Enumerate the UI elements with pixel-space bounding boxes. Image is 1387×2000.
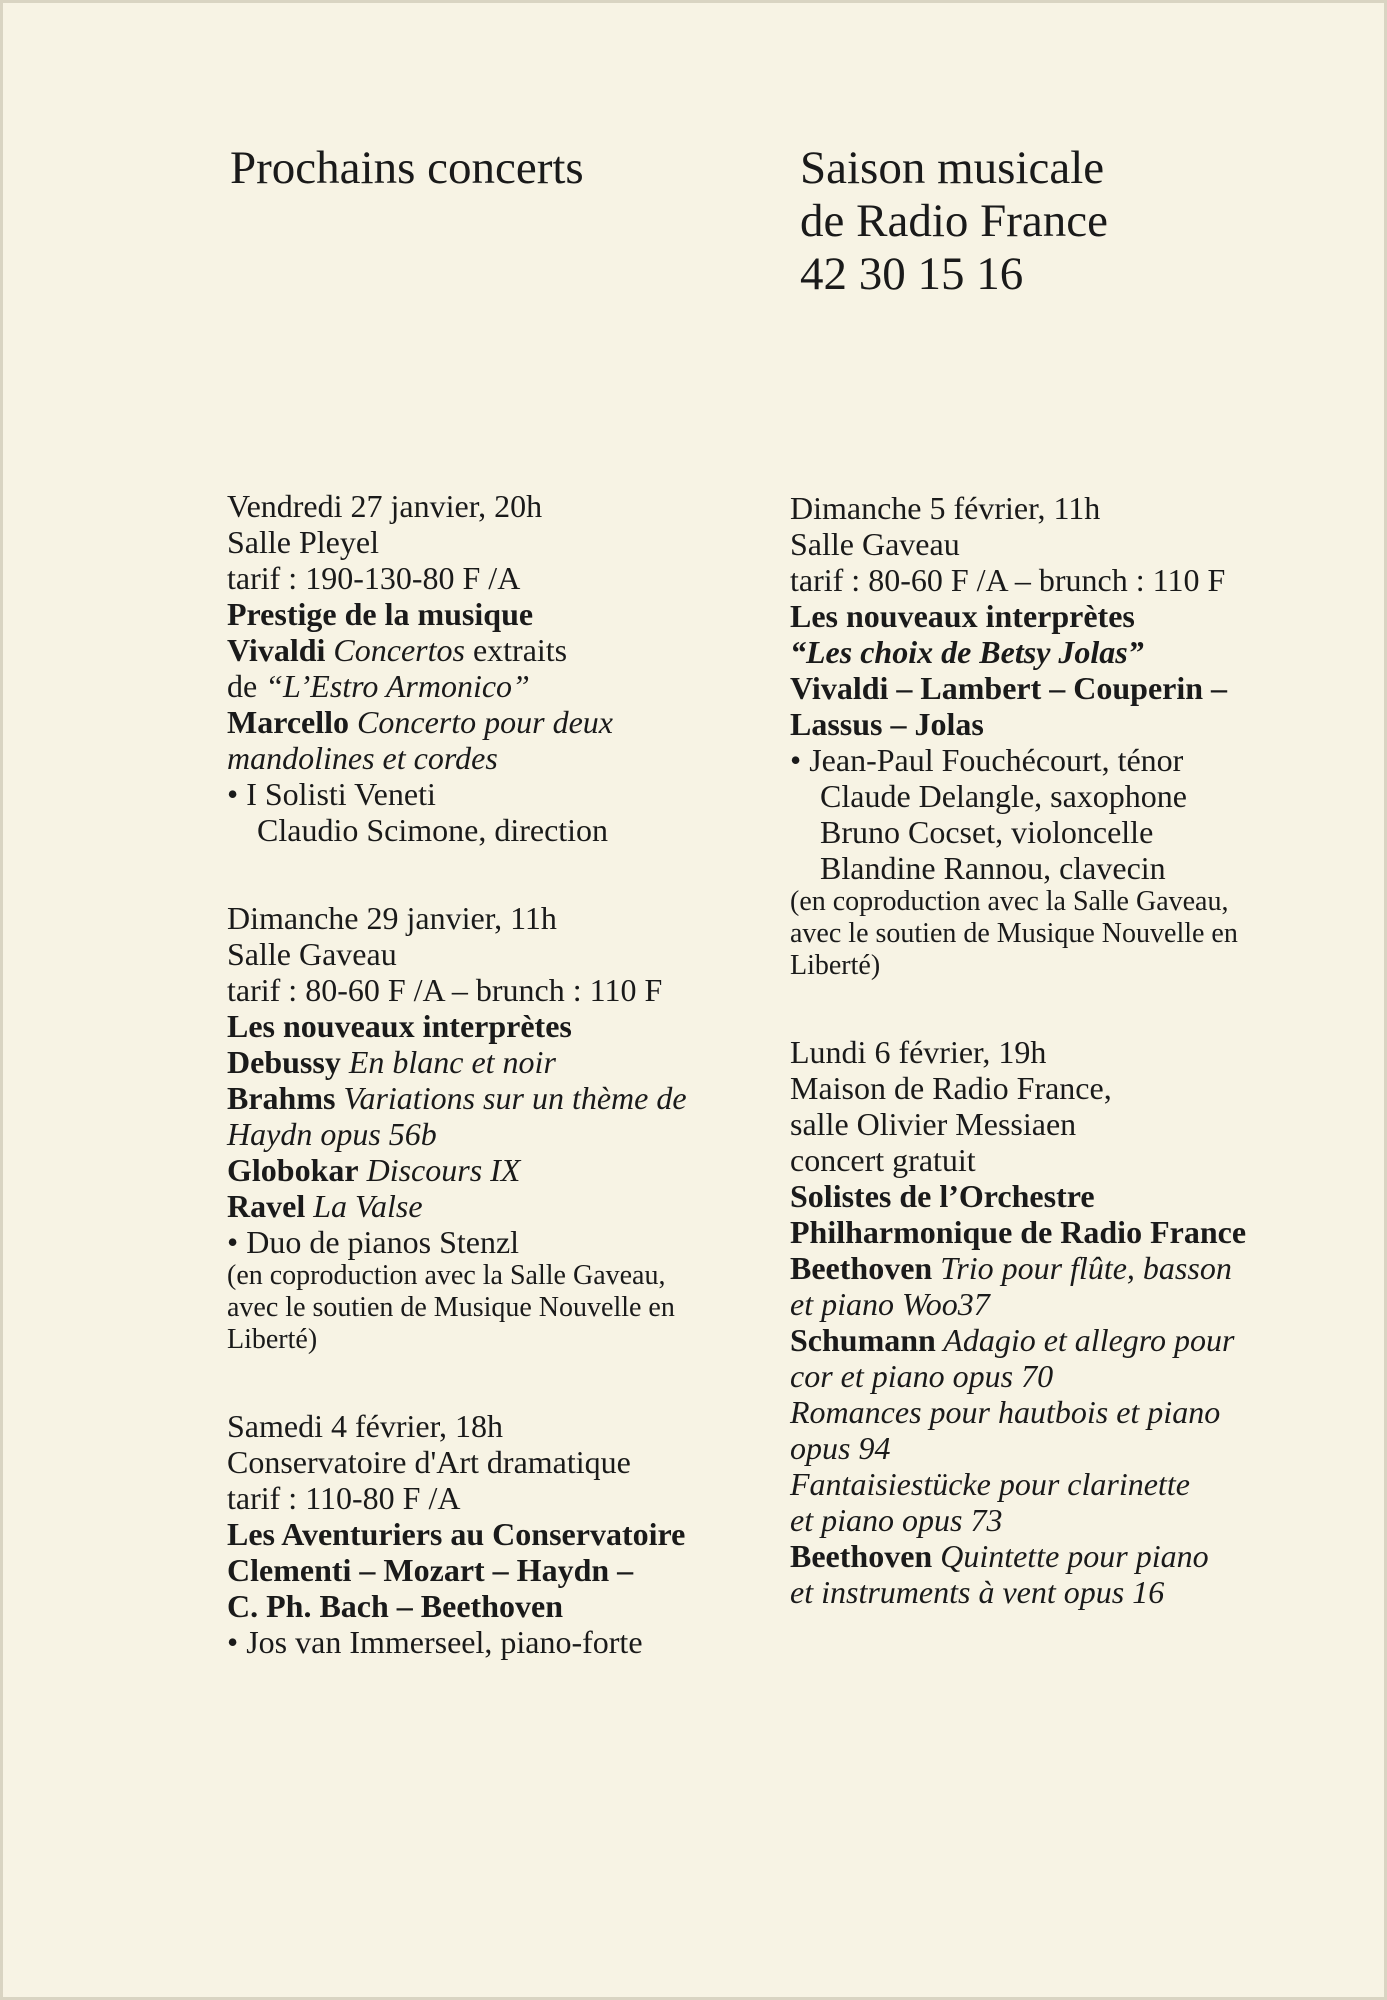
concert-line: Lundi 6 février, 19h [790, 1034, 1047, 1070]
concert-entry [790, 490, 1350, 982]
right-column [790, 490, 1350, 1662]
heading-line: Saison musicale [800, 142, 1105, 194]
concert-line [227, 1080, 787, 1116]
concert-line: “Les choix de Betsy Jolas” [790, 634, 1144, 670]
left-column [227, 488, 787, 1712]
concert-line: Philharmonique de Radio France [790, 1214, 1247, 1250]
concert-line: Les Aventuriers au Conservatoire [227, 1516, 686, 1552]
concert-line: Haydn opus 56b [227, 1116, 437, 1152]
concert-line: Solistes de l’Orchestre [790, 1178, 1095, 1214]
concert-line: Blandine Rannou, clavecin [820, 850, 1166, 886]
concert-entry [227, 900, 787, 1356]
concert-text: La Valse [305, 1188, 423, 1224]
heading-prochains-concerts: Prochains concerts [230, 142, 584, 194]
concert-line: et piano Woo37 [790, 1286, 990, 1322]
concert-line: tarif : 110-80 F /A [227, 1480, 461, 1516]
concert-line: (en coproduction avec la Salle Gaveau, [790, 886, 1229, 917]
concert-text: Variations sur un thème de [335, 1080, 687, 1116]
concert-line [227, 1152, 787, 1188]
concert-line: • Jos van Immerseel, piano-forte [227, 1624, 643, 1660]
concert-line: Liberté) [790, 950, 881, 981]
concert-line: avec le soutien de Musique Nouvelle en [790, 918, 1238, 949]
concert-line: Claudio Scimone, direction [257, 812, 609, 848]
concert-line: Romances pour hautbois et piano [790, 1394, 1221, 1430]
concert-line: Vendredi 27 janvier, 20h [227, 488, 543, 524]
concert-line: opus 94 [790, 1430, 891, 1466]
concert-line: C. Ph. Bach – Beethoven [227, 1588, 563, 1624]
concert-text: de [227, 668, 266, 704]
concert-line: et piano opus 73 [790, 1502, 1003, 1538]
concert-line [227, 704, 787, 740]
concert-text: Globokar [227, 1152, 359, 1188]
heading-line: de Radio France [800, 195, 1109, 247]
concert-line: Fantaisiestücke pour clarinette [790, 1466, 1190, 1502]
concert-line [227, 632, 787, 668]
concert-line: Prestige de la musique [227, 596, 534, 632]
concert-line: • Jean-Paul Fouchécourt, ténor [790, 742, 1184, 778]
concert-entry [227, 488, 787, 848]
concert-line: Bruno Cocset, violoncelle [820, 814, 1154, 850]
concert-text: Ravel [227, 1188, 306, 1224]
concert-line: avec le soutien de Musique Nouvelle en [227, 1292, 675, 1323]
concert-text: Beethoven [790, 1250, 933, 1286]
concert-line: Samedi 4 février, 18h [227, 1408, 503, 1444]
concert-text: “L’Estro Armonico” [265, 668, 530, 704]
concert-text: Concertos [325, 632, 465, 668]
concert-line: tarif : 80-60 F /A – brunch : 110 F [790, 562, 1226, 598]
concert-line: • I Solisti Veneti [227, 776, 436, 812]
concert-line: (en coproduction avec la Salle Gaveau, [227, 1260, 666, 1291]
concert-line [227, 1044, 787, 1080]
concert-text: Discours IX [358, 1152, 521, 1188]
concert-text: En blanc et noir [340, 1044, 556, 1080]
concert-line [790, 1538, 1350, 1574]
concert-text: Adagio et allegro pour [935, 1322, 1235, 1358]
concert-line: Les nouveaux interprètes [790, 598, 1135, 634]
concert-text: Beethoven [790, 1538, 933, 1574]
concert-text: Quintette pour piano [932, 1538, 1209, 1574]
concert-entry [227, 1408, 787, 1660]
concert-line: Lassus – Jolas [790, 706, 984, 742]
concert-line [790, 1250, 1350, 1286]
concert-line: cor et piano opus 70 [790, 1358, 1054, 1394]
concert-text: Debussy [227, 1044, 341, 1080]
concert-line: • Duo de pianos Stenzl [227, 1224, 520, 1260]
concert-text: Schumann [790, 1322, 936, 1358]
concert-line: et instruments à vent opus 16 [790, 1574, 1165, 1610]
concert-line [790, 1322, 1350, 1358]
concert-line: Vivaldi – Lambert – Couperin – [790, 670, 1228, 706]
concert-text: Marcello [227, 704, 350, 740]
concert-line: Salle Gaveau [227, 936, 397, 972]
phone-number: 42 30 15 16 [800, 248, 1024, 300]
concert-text: extraits [464, 632, 568, 668]
concert-line: Liberté) [227, 1324, 318, 1355]
concert-line [227, 1188, 787, 1224]
concert-text: Trio pour flûte, basson [932, 1250, 1232, 1286]
concert-line: salle Olivier Messiaen [790, 1106, 1077, 1142]
concert-line: Salle Pleyel [227, 524, 379, 560]
heading-saison-musicale [800, 142, 1108, 301]
concert-line: tarif : 80-60 F /A – brunch : 110 F [227, 972, 663, 1008]
concert-line: Les nouveaux interprètes [227, 1008, 572, 1044]
concert-line: Dimanche 5 février, 11h [790, 490, 1101, 526]
concert-line: Salle Gaveau [790, 526, 960, 562]
concert-line: tarif : 190-130-80 F /A [227, 560, 521, 596]
concert-line: Claude Delangle, saxophone [820, 778, 1187, 814]
concert-line [227, 668, 787, 704]
concert-text: Vivaldi [227, 632, 326, 668]
concert-entry [790, 1034, 1350, 1610]
concert-line: Dimanche 29 janvier, 11h [227, 900, 557, 936]
concert-line: Conservatoire d'Art dramatique [227, 1444, 631, 1480]
concert-text: Concerto pour deux [349, 704, 613, 740]
concert-text: Brahms [227, 1080, 336, 1116]
concert-line: Clementi – Mozart – Haydn – [227, 1552, 634, 1588]
concert-line: mandolines et cordes [227, 740, 498, 776]
concert-line: Maison de Radio France, [790, 1070, 1112, 1106]
concert-line: concert gratuit [790, 1142, 976, 1178]
